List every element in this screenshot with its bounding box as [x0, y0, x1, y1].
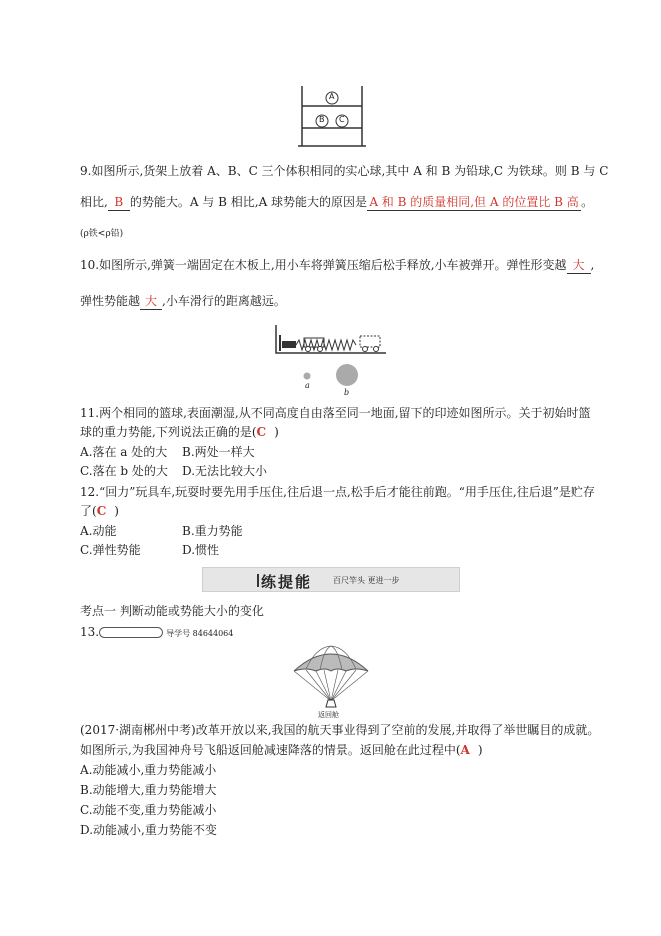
q9-line2 [80, 194, 593, 211]
q9-line2-end: 。 [581, 195, 594, 209]
q11-option-b: B.两处一样大 [182, 445, 255, 459]
q12-answer: C [96, 504, 107, 518]
print-label-b: b [344, 388, 350, 397]
q11-line1: 11.两个相同的篮球,表面潮湿,从不同高度自由落至同一地面,留下的印迹如图所示。关于初始时篮 [80, 406, 591, 420]
q12-option-b: B.重力势能 [182, 524, 243, 538]
q10-line2 [80, 293, 286, 310]
q13-answer: A [460, 743, 470, 757]
q11-option-a: A.落在 a 处的大 [80, 445, 168, 459]
q13-blank-pill [99, 627, 163, 638]
q13-number: 13. [80, 625, 100, 639]
q11-answer: C [256, 425, 267, 439]
q10-line1 [80, 257, 594, 274]
q13-stem: 如图所示,为我国神舟号飞船返回舱减速降落的情景。返回舱在此过程中( [80, 743, 461, 757]
q13-line2 [80, 742, 483, 758]
q9-line2-a: 相比, [80, 195, 108, 209]
q11-close: ) [274, 425, 279, 439]
q10-line2-a: 弹性势能越 [80, 294, 141, 308]
q12-close: ) [114, 504, 119, 518]
banner-title: 练提能 [261, 573, 313, 591]
q13-header [80, 624, 233, 642]
q10-answer-1: 大 [567, 257, 591, 274]
shelf-label-c: C [339, 115, 345, 124]
q13-option-b: B.动能增大,重力势能增大 [80, 783, 217, 797]
q13-line1: (2017·湖南郴州中考)改革开放以来,我国的航天事业得到了空前的发展,并取得了举世瞩目的成就。 [80, 723, 600, 737]
q10-answer-2: 大 [140, 293, 162, 310]
section-banner [202, 567, 460, 592]
q13-option-a: A.动能减小,重力势能减小 [80, 763, 217, 777]
q9-answer-1: B [108, 194, 130, 211]
q11-option-d: D.无法比较大小 [182, 464, 268, 478]
q12-stem: 了( [80, 504, 97, 518]
shelf-label-a: A [329, 92, 335, 101]
q13-close: ) [477, 743, 483, 757]
shelf-label-b: B [319, 115, 325, 124]
q13-guide-number: 导学号 84644064 [166, 629, 234, 638]
banner-subtitle: 百尺竿头 更进一步 [333, 576, 400, 585]
spring [296, 340, 356, 350]
print-label-a: a [305, 381, 310, 390]
q13-option-c: C.动能不变,重力势能减小 [80, 803, 217, 817]
q12-option-a: A.动能 [80, 524, 117, 538]
q12-option-c: C.弹性势能 [80, 543, 141, 557]
q9-line2-b: 的势能大。A 与 B 相比,A 球势能大的原因是 [129, 195, 368, 209]
section-title: 考点一 判断动能或势能大小的变化 [80, 604, 264, 618]
spring-cart-figure [274, 323, 388, 357]
banner-bar [257, 574, 259, 587]
q11-line2 [80, 424, 279, 440]
ball-prints-figure [300, 362, 362, 398]
q11-option-c: C.落在 b 处的大 [80, 464, 168, 478]
q12-line1: 12.“回力”玩具车,玩耍时要先用手压住,往后退一点,松手后才能往前跑。“用手压住,往后退”是贮存 [80, 485, 595, 499]
parachute-figure [290, 643, 372, 711]
print-a [304, 373, 311, 380]
q13-option-d: D.动能减小,重力势能不变 [80, 823, 217, 837]
q9-note: (ρ铁<ρ铅) [80, 229, 124, 239]
q12-line2 [80, 503, 119, 519]
print-b [336, 364, 358, 386]
q12-option-d: D.惯性 [182, 543, 220, 557]
q10-line2-b: ,小车滑行的距离越远。 [162, 294, 286, 308]
return-capsule [326, 700, 336, 707]
q10-line1-end: , [590, 258, 595, 272]
q10-line1-text: 10.如图所示,弹簧一端固定在木板上,用小车将弹簧压缩后松手释放,小车被弹开。弹性形变越 [80, 258, 567, 272]
q9-answer-2: A 和 B 的质量相同,但 A 的位置比 B 高 [367, 194, 581, 211]
q9-line1: 9.如图所示,货架上放着 A、B、C 三个体积相同的实心球,其中 A 和 B 为铅球,C 为铁球。则 B 与 C [80, 164, 609, 178]
capsule-label: 返回舱 [318, 711, 339, 719]
q11-stem: 球的重力势能,下列说法正确的是( [80, 425, 257, 439]
